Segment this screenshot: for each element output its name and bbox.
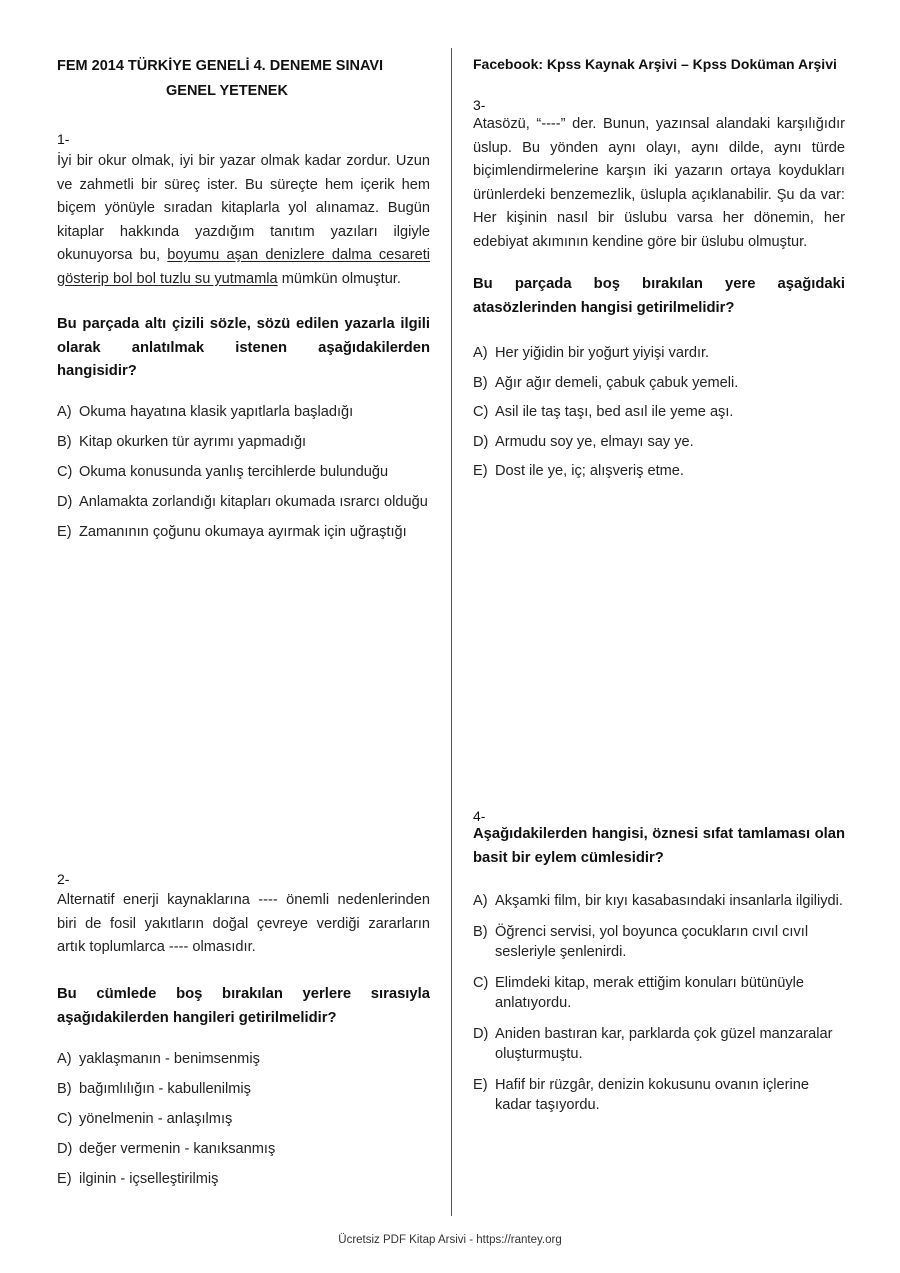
question-1-option-e[interactable]: E) Zamanının çoğunu okumaya ayırmak için uğraştığı bbox=[57, 524, 407, 540]
question-4-option-e[interactable]: E) Hafif bir rüzgâr, denizin kokusunu ovanın içlerine kadar taşıyordu. bbox=[473, 1077, 809, 1113]
question-1-text-before: İyi bir okur olmak, iyi bir yazar olmak kadar zordur. Uzun ve zahmetli bir süreç ister. Bu süreçte hem içerik hem biçem yönüyle sıradan kitaplarla yol alınamaz. Bugün kitaplar hakkında yazdığım tanıtım yazıları ilgiyle okunuyorsa bu, bbox=[57, 153, 430, 263]
question-1-passage bbox=[57, 150, 430, 291]
page-footer: Ücretsiz PDF Kitap Arsivi - https://rantey.org bbox=[338, 1234, 562, 1246]
question-1-prompt: Bu parçada altı çizili sözle, sözü edilen yazarla ilgili olarak anlatılmak istenen aşağıdakilerden hangisidir? bbox=[57, 316, 430, 379]
exam-subtitle: GENEL YETENEK bbox=[166, 83, 288, 99]
question-2-passage: Alternatif enerji kaynaklarına ---- önemli nedenlerinden biri de fosil yakıtların doğal çevreye verdiği zararların artık toplumlarca ---- olmasıdır. bbox=[57, 892, 430, 955]
question-4-option-c[interactable]: C) Elimdeki kitap, merak ettiğim konuları bütünüyle anlatıyordu. bbox=[473, 975, 805, 1011]
question-3-prompt: Bu parçada boş bırakılan yere aşağıdaki atasözlerinden hangisi getirilmelidir? bbox=[473, 276, 845, 316]
question-1-underlined-phrase: boyumu aşan denizlere dalma cesareti gösterip bol bol tuzlu su yutmamla bbox=[57, 247, 430, 287]
exam-title: FEM 2014 TÜRKİYE GENELİ 4. DENEME SINAVI bbox=[57, 58, 384, 74]
question-2-option-d[interactable]: D) değer vermenin - kanıksanmış bbox=[57, 1141, 276, 1157]
question-4-option-b[interactable]: B) Öğrenci servisi, yol boyunca çocukların cıvıl cıvıl sesleriyle şenlenirdi. bbox=[473, 924, 809, 960]
question-3-options bbox=[473, 343, 845, 481]
question-1-option-b[interactable]: B) Kitap okurken tür ayrımı yapmadığı bbox=[57, 434, 307, 450]
question-4-number: 4- bbox=[473, 808, 486, 824]
question-3-passage: Atasözü, “----” der. Bunun, yazınsal alandaki karşılığıdır üslup. Bu yönden aynı olayı, aynı dilde, aynı türde biçimlendirmelerine karşın iki yazarın ortaya koydukları ürünlerdeki benzemezlik, üslupla açıklanabilir. Şu da var: Her kişinin nasıl bir üslubu varsa her dönemin, her edebiyat akımının kendine göre bir üslubu olmuştur. bbox=[473, 116, 845, 250]
question-1-options bbox=[57, 402, 430, 542]
column-divider bbox=[451, 48, 452, 1216]
question-3-option-c[interactable]: C) Asil ile taş taşı, bed asıl ile yeme aşı. bbox=[473, 404, 734, 420]
question-4-option-d[interactable]: D) Aniden bastıran kar, parklarda çok güzel manzaralar oluşturmuştu. bbox=[473, 1026, 833, 1062]
question-4-prompt: Aşağıdakilerden hangisi, öznesi sıfat tamlaması olan basit bir eylem cümlesidir? bbox=[473, 826, 845, 866]
question-1-option-d[interactable]: D) Anlamakta zorlandığı kitapları okumada ısrarcı olduğu bbox=[57, 494, 428, 510]
question-1-text-after: mümkün olmuştur. bbox=[277, 270, 401, 287]
question-3-number: 3- bbox=[473, 97, 486, 113]
question-2-number: 2- bbox=[57, 871, 70, 887]
question-3-option-e[interactable]: E) Dost ile ye, iç; alışveriş etme. bbox=[473, 463, 684, 479]
question-3-option-d[interactable]: D) Armudu soy ye, elmayı say ye. bbox=[473, 433, 694, 450]
question-4-option-a[interactable]: A) Akşamki film, bir kıyı kasabasındaki insanlarla ilgiliydi. bbox=[473, 893, 843, 909]
question-1-option-a[interactable]: A) Okuma hayatına klasik yapıtlarla başladığı bbox=[57, 404, 354, 420]
question-3-option-b[interactable]: B) Ağır ağır demeli, çabuk çabuk yemeli. bbox=[473, 374, 739, 391]
question-1-option-c[interactable]: C) Okuma konusunda yanlış tercihlerde bulunduğu bbox=[57, 464, 389, 480]
question-2-option-e[interactable]: E) ilginin - içselleştirilmiş bbox=[57, 1171, 219, 1187]
question-2-options bbox=[57, 1049, 430, 1189]
question-1-number: 1- bbox=[57, 131, 70, 147]
question-2-option-a[interactable]: A) yaklaşmanın - benimsenmiş bbox=[57, 1051, 260, 1067]
question-4-options bbox=[473, 891, 845, 1115]
question-2-option-b[interactable]: B) bağımlılığın - kabullenilmiş bbox=[57, 1081, 251, 1097]
question-2-option-c[interactable]: C) yönelmenin - anlaşılmış bbox=[57, 1111, 233, 1127]
question-3-option-a[interactable]: A) Her yiğidin bir yoğurt yiyişi vardır. bbox=[473, 345, 710, 361]
facebook-header: Facebook: Kpss Kaynak Arşivi – Kpss Doküman Arşivi bbox=[473, 56, 837, 72]
question-2-prompt: Bu cümlede boş bırakılan yerlere sırasıyla aşağıdakilerden hangileri getirilmelidir? bbox=[57, 986, 430, 1026]
